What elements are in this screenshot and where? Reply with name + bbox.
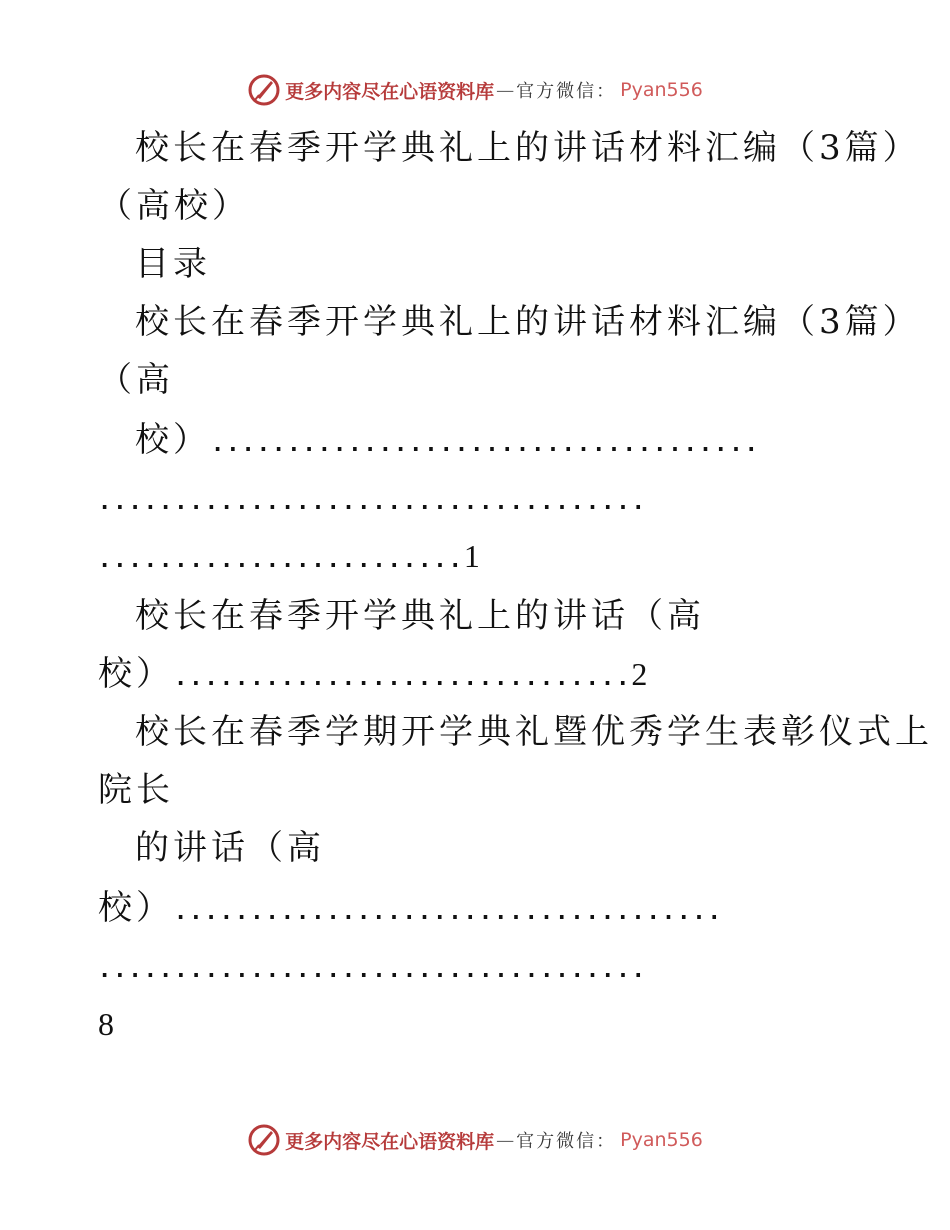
quill-logo-icon xyxy=(247,1123,281,1157)
document-title: 校长在春季开学典礼上的讲话材料汇编（3篇） xyxy=(135,128,921,168)
toc-entry-1-leader-cont xyxy=(98,478,647,518)
watermark-text: 更多内容尽在心语资料库 xyxy=(285,80,495,103)
watermark-wechat-label: 官方微信： xyxy=(516,1131,617,1152)
toc-entry-2-title[interactable]: 校长在春季开学典礼上的讲话（高 xyxy=(135,596,705,636)
watermark-dash: — xyxy=(496,79,515,101)
toc-entry-3-page-line xyxy=(98,1004,114,1044)
toc-entry-1-page: 1 xyxy=(463,538,480,574)
toc-entry-1-title: 校长在春季开学典礼上的讲话材料汇编（3篇） xyxy=(135,302,921,342)
toc-entry-2-page: 2 xyxy=(631,656,648,692)
toc-entry-2-leader[interactable] xyxy=(98,654,647,694)
toc-entry-2-title-end: 校） xyxy=(98,654,174,694)
toc-heading: 目录 xyxy=(135,244,211,284)
footer-watermark xyxy=(0,1120,950,1160)
watermark-wechat-label: 官方微信： xyxy=(516,81,617,102)
toc-entry-3-title-cont: 院长 xyxy=(98,770,174,810)
watermark-dash: — xyxy=(496,1129,515,1151)
toc-entry-1-title-cont: （高 xyxy=(98,360,174,400)
watermark-wechat-id: Pyan556 xyxy=(620,79,703,101)
document-title-continuation: （高校） xyxy=(98,186,250,226)
toc-entry-1-leader-end xyxy=(98,536,480,576)
dot-leader: .................................... xyxy=(98,958,647,983)
toc-entry-1-leader[interactable] xyxy=(135,420,760,460)
toc-entry-3-title[interactable]: 校长在春季学期开学典礼暨优秀学生表彰仪式上 xyxy=(135,712,933,752)
dot-leader: .................................... xyxy=(98,490,647,515)
toc-entry-3-title-end: 校） xyxy=(98,888,174,928)
dot-leader: ........................ xyxy=(98,548,464,573)
watermark-wechat-id: Pyan556 xyxy=(620,1129,703,1151)
dot-leader: .................................... xyxy=(211,432,760,457)
dot-leader: .............................. xyxy=(174,666,632,691)
watermark-text: 更多内容尽在心语资料库 xyxy=(285,1130,495,1153)
toc-entry-3-leader-cont xyxy=(98,946,647,986)
toc-entry-3-page: 8 xyxy=(98,1006,114,1042)
toc-entry-1-title-end: 校） xyxy=(135,420,211,460)
toc-entry-3-title-cont2: 的讲话（高 xyxy=(135,828,325,868)
dot-leader: .................................... xyxy=(174,900,723,925)
toc-entry-3-leader[interactable] xyxy=(98,888,723,928)
